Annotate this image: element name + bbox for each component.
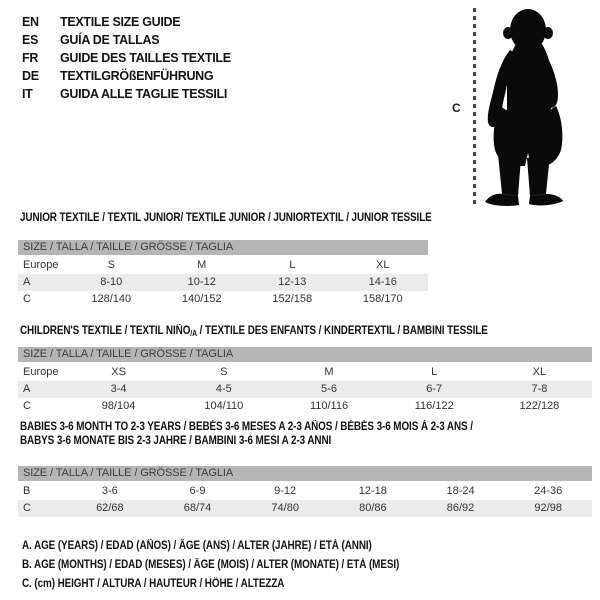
table-cell: S xyxy=(220,366,228,378)
table-title-children xyxy=(20,324,488,341)
language-code: ES xyxy=(22,33,39,47)
size-header-bar: SIZE / TALLA / TAILLE / GRÖSSE / TAGLIA xyxy=(18,240,428,255)
language-code: FR xyxy=(22,51,39,65)
table-cell: L xyxy=(289,259,296,271)
language-code: EN xyxy=(22,15,39,29)
table-title-part: / TEXTILE DES ENFANTS / KINDERTEXTIL / BAMBINI TESSILE xyxy=(197,325,488,337)
size-header-bar: SIZE / TALLA / TAILLE / GRÖSSE / TAGLIA xyxy=(18,466,592,481)
language-title: TEXTILGRÖßENFÜHRUNG xyxy=(60,69,214,83)
table-cell: 140/152 xyxy=(181,293,222,305)
footnote-line-b: B. AGE (MONTHS) / EDAD (MESES) / ÂGE (MOIS) / ALTER (MONATE) / ETÀ (MESI) xyxy=(22,559,400,571)
table-cell: 4-5 xyxy=(215,383,232,395)
row-label: C xyxy=(23,502,31,514)
table-cell: XL xyxy=(532,366,547,378)
row-label: Europe xyxy=(23,366,59,378)
table-cell: 62/68 xyxy=(96,502,124,514)
row-label: A xyxy=(23,276,31,288)
table-cell: 74/80 xyxy=(271,502,299,514)
table-cell: M xyxy=(197,259,207,271)
language-code: DE xyxy=(22,69,39,83)
table-cell: 7-8 xyxy=(531,383,548,395)
footnotes xyxy=(22,537,461,594)
table-row-c xyxy=(18,291,428,308)
language-row-de xyxy=(22,67,231,85)
table-cell: 152/158 xyxy=(272,293,313,305)
table-row-europe xyxy=(18,257,428,274)
table-title-line: BABIES 3-6 MONTH TO 2-3 YEARS / BEBÉS 3-6 MESES A 2-3 AÑOS / BÉBÉS 3-6 MOIS À 2-3 ANS / xyxy=(20,421,473,433)
table-cell: 3-4 xyxy=(110,383,127,395)
table-cell: L xyxy=(431,366,438,378)
row-label: A xyxy=(23,383,31,395)
language-code: IT xyxy=(22,87,33,101)
table-title-line: BABYS 3-6 MONATE BIS 2-3 JAHRE / BAMBINI 3-6 MESI A 2-3 ANNI xyxy=(20,435,332,447)
table-cell: XS xyxy=(111,366,126,378)
language-list xyxy=(22,13,231,103)
table-cell: 128/140 xyxy=(91,293,132,305)
language-title: GUÍA DE TALLAS xyxy=(60,33,160,47)
table-cell: 14-16 xyxy=(368,276,397,288)
table-cell: 116/122 xyxy=(414,400,454,412)
toddler-silhouette-icon xyxy=(478,6,574,208)
table-cell: 86/92 xyxy=(446,502,475,514)
table-title-part: CHILDREN'S TEXTILE / TEXTIL NIÑO xyxy=(20,325,191,337)
language-row-it xyxy=(22,85,231,103)
table-cell: XL xyxy=(376,259,390,271)
table-row-c xyxy=(18,398,592,415)
size-table-babies xyxy=(18,466,592,517)
table-cell: 98/104 xyxy=(101,400,136,412)
row-label: B xyxy=(23,485,31,497)
table-cell: 80/86 xyxy=(359,502,387,514)
table-cell: 68/74 xyxy=(183,502,212,514)
height-dashed-line xyxy=(473,8,476,208)
table-cell: 110/116 xyxy=(309,400,349,412)
table-row-a xyxy=(18,274,428,291)
row-label: C xyxy=(23,293,31,305)
table-cell: 122/128 xyxy=(519,400,560,412)
table-cell: S xyxy=(107,259,115,271)
table-cell: 8-10 xyxy=(100,276,123,288)
size-header-bar: SIZE / TALLA / TAILLE / GRÖSSE / TAGLIA xyxy=(18,347,592,362)
table-title-babies xyxy=(20,420,473,448)
table-cell: 158/170 xyxy=(362,293,403,305)
size-table-junior xyxy=(18,240,428,308)
table-row-b xyxy=(18,483,592,500)
table-cell: 3-6 xyxy=(101,485,118,497)
table-title-line: JUNIOR TEXTILE / TEXTIL JUNIOR/ TEXTILE JUNIOR / JUNIORTEXTIL / JUNIOR TESSILE xyxy=(20,212,432,224)
table-cell: 92/98 xyxy=(534,502,562,514)
table-row-c xyxy=(18,500,592,517)
table-cell: 6-9 xyxy=(189,485,206,497)
row-label: Europe xyxy=(23,259,59,271)
table-cell: 18-24 xyxy=(446,485,475,497)
table-cell: 5-6 xyxy=(321,383,337,395)
table-cell: M xyxy=(324,366,334,378)
table-title-part: /A xyxy=(190,329,198,338)
table-cell: 12-13 xyxy=(278,276,307,288)
table-row-europe xyxy=(18,364,592,381)
table-cell: 24-36 xyxy=(534,485,563,497)
language-title: GUIDA ALLE TAGLIE TESSILI xyxy=(60,87,228,101)
height-measure-label: C xyxy=(452,101,461,115)
table-title-junior xyxy=(20,211,432,225)
table-cell: 10-12 xyxy=(187,276,216,288)
language-row-es xyxy=(22,31,231,49)
footnote-line-a: A. AGE (YEARS) / EDAD (AÑOS) / ÂGE (ANS) / ALTER (JAHRE) / ETÀ (ANNI) xyxy=(22,540,372,552)
table-cell: 12-18 xyxy=(358,485,387,497)
language-row-en xyxy=(22,13,231,31)
table-cell: 104/110 xyxy=(204,400,244,412)
language-title: TEXTILE SIZE GUIDE xyxy=(60,15,181,29)
language-row-fr xyxy=(22,49,231,67)
footnote-line-c: C. (cm) HEIGHT / ALTURA / HAUTEUR / HÖHE / ALTEZZA xyxy=(22,578,285,590)
language-title: GUIDE DES TAILLES TEXTILE xyxy=(60,51,231,65)
size-table-children xyxy=(18,347,592,415)
table-cell: 6-7 xyxy=(426,383,443,395)
table-cell: 9-12 xyxy=(274,485,297,497)
row-label: C xyxy=(23,400,31,412)
table-row-a xyxy=(18,381,592,398)
